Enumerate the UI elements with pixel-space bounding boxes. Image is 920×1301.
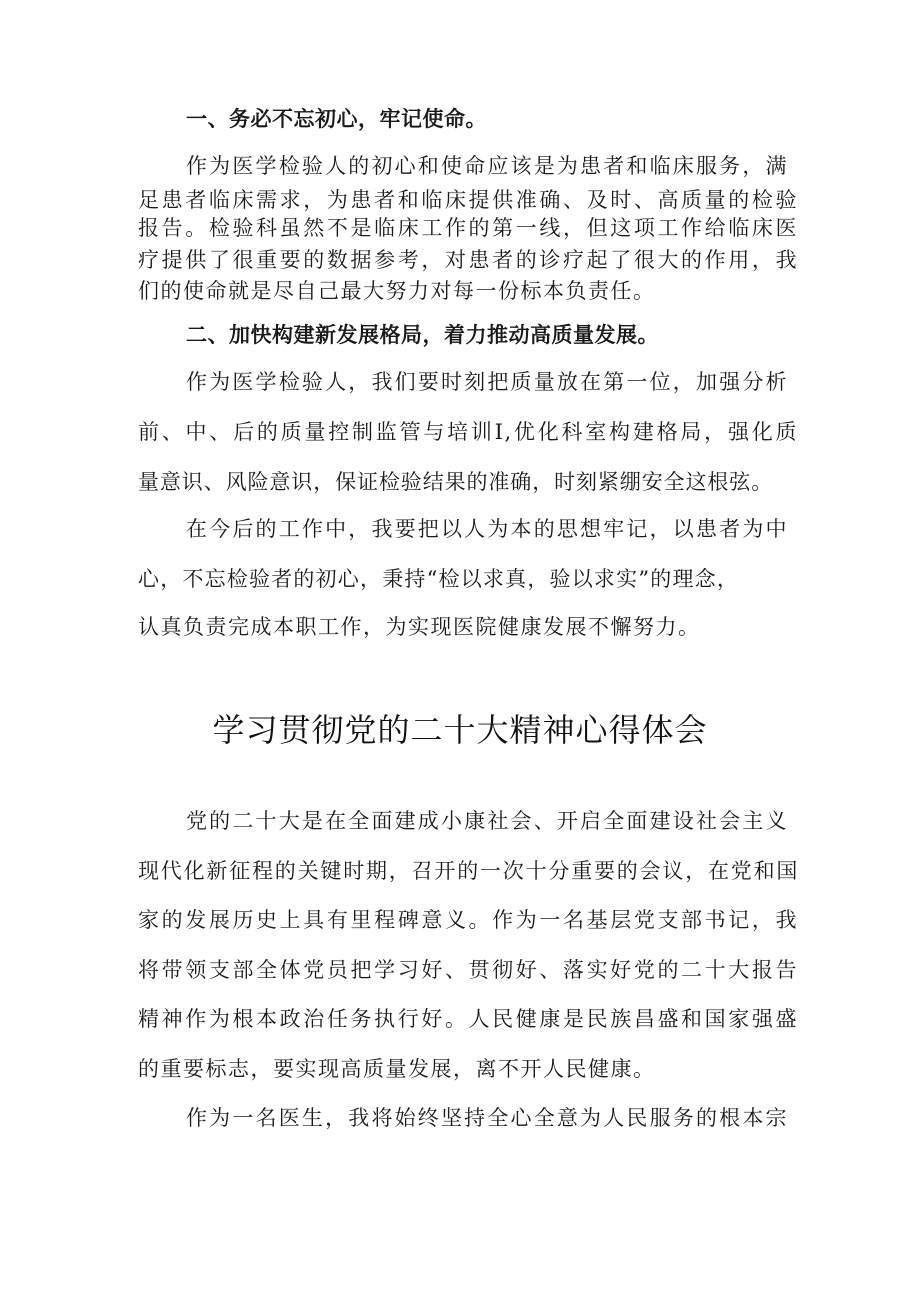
paragraph-line: 作为医学检验人的初心和使命应该是为患者和临床服务，满 [186,154,788,178]
section-heading-2: 二、加快构建新发展格局，着力推动高质量发展。 [186,323,659,347]
paragraph-line: 作为一名医生，我将始终坚持全心全意为人民服务的根本宗 [186,1106,788,1130]
paragraph-line: 党的二十大是在全面建成小康社会、开启全面建设社会主义 [186,809,788,833]
paragraph-line: 的重要标志，要实现高质量发展，离不开人民健康。 [138,1057,656,1081]
section-heading-1: 一、务必不忘初心，牢记使命。 [186,107,487,131]
paragraph-line: 精神作为根本政治任务执行好。人民健康是民族昌盛和国家强盛 [138,1007,798,1031]
paragraph-line: 心，不忘检验者的初心，秉持“检以求真，验以求实”的理念， [138,567,740,591]
paragraph-line: 认真负责完成本职工作，为实现医院健康发展不懈努力。 [138,615,701,639]
paragraph-line: 家的发展历史上具有里程碑意义。作为一名基层党支部书记，我 [138,908,798,932]
paragraph-line: 将带领支部全体党员把学习好、贯彻好、落实好党的二十大报告 [138,958,798,982]
paragraph-line: 在今后的工作中，我要把以人为本的思想牢记，以患者为中 [186,517,788,541]
paragraph-line: 报告。检验科虽然不是临床工作的第一线，但这项工作给临床医 [138,216,798,240]
paragraph-line: 们的使命就是尽自己最大努力对每一份标本负责任。 [138,279,656,303]
paragraph-line: 量意识、风险意识，保证检验结果的准确，时刻紧绷安全这根弦。 [138,470,774,494]
paragraph-line: 现代化新征程的关键时期，召开的一次十分重要的会议，在党和国 [138,859,798,883]
paragraph-line: 足患者临床需求，为患者和临床提供准确、及时、高质量的检验 [138,188,798,212]
paragraph-line: 疗提供了很重要的数据参考，对患者的诊疗起了很大的作用，我 [138,248,798,272]
paragraph-line: 前、中、后的质量控制监管与培训I,优化科室构建格局，强化质 [138,420,798,444]
paragraph-line: 作为医学检验人，我们要时刻把质量放在第一位，加强分析 [186,370,788,394]
article-title: 学习贯彻党的二十大精神心得体会 [212,711,708,749]
